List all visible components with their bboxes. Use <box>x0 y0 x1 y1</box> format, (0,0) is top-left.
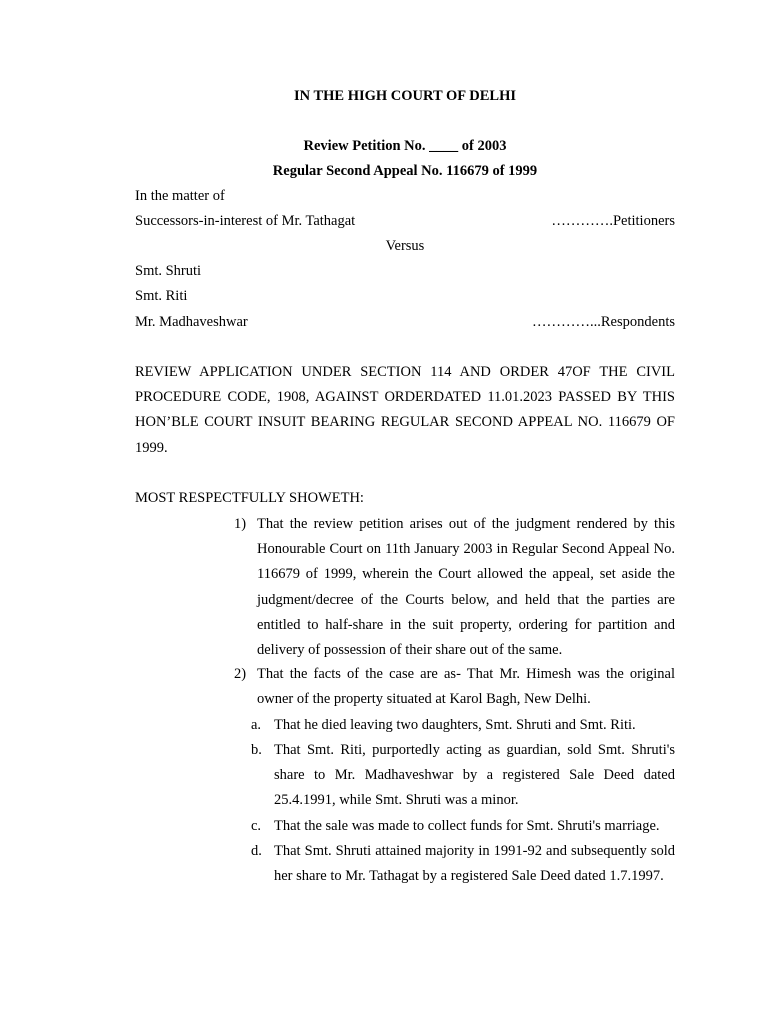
review-petition-number: Review Petition No. ____ of 2003 <box>303 138 507 154</box>
petitioner-row <box>135 209 675 234</box>
respondent-1: Smt. Shruti <box>135 263 202 279</box>
petitioner-name: Successors-in-interest of Mr. Tathagat <box>135 213 356 229</box>
subpoint-a-text: That he died leaving two daughters, Smt. Shruti and Smt. Riti. <box>274 717 636 733</box>
court-title: IN THE HIGH COURT OF DELHI <box>293 88 516 104</box>
showeth-heading: MOST RESPECTFULLY SHOWETH: <box>135 490 364 506</box>
appeal-number: Regular Second Appeal No. 116679 of 1999 <box>272 163 538 179</box>
respondent-3: Mr. Madhaveshwar <box>135 314 248 330</box>
point-1-marker: 1) <box>234 516 247 532</box>
subpoint-a-marker: a. <box>251 717 262 733</box>
subpoint-c-marker: c. <box>251 818 262 834</box>
subpoint-b-marker: b. <box>251 742 262 758</box>
subpoint-d-marker: d. <box>251 843 262 859</box>
respondent-2: Smt. Riti <box>135 288 188 304</box>
respondent-role: …………...Respondents <box>532 314 675 330</box>
point-1-text: That the review petition arises out of the judgment rendered by this Honourable Court on 11th January 2003 in Regular Second Appeal No. 116679 of 1999, wherein the Court allowed the appeal, set aside the judgment/decree of the Courts below, and held that the parties are entitled to half-share in the suit property, ordering for partition and delivery of possession of their share out of the same. <box>257 516 675 659</box>
versus-label: Versus <box>385 238 425 254</box>
petitioner-role: ………….Petitioners <box>551 213 675 229</box>
application-title: REVIEW APPLICATION UNDER SECTION 114 AND ORDER 47OF THE CIVIL PROCEDURE CODE, 1908, AGAINST ORDERDATED 11.01.2023 PASSED BY THIS HON’BLE COURT INSUIT BEARING REGULAR SECOND APPEAL NO. 116679 OF 1999. <box>135 364 675 456</box>
subpoint-b-text: That Smt. Riti, purportedly acting as guardian, sold Smt. Shruti's share to Mr. Madhaveshwar by a registered Sale Deed dated 25.4.1991, while Smt. Shruti was a minor. <box>274 742 675 809</box>
subpoint-d-text: That Smt. Shruti attained majority in 1991-92 and subsequently sold her share to Mr. Tathagat by a registered Sale Deed dated 1.7.1997. <box>274 843 675 885</box>
point-2-text: That the facts of the case are as- That Mr. Himesh was the original owner of the property situated at Karol Bagh, New Delhi. <box>257 666 675 708</box>
respondent-row <box>135 310 675 335</box>
subpoint-c-text: That the sale was made to collect funds for Smt. Shruti's marriage. <box>274 818 660 834</box>
point-2-marker: 2) <box>234 666 247 682</box>
in-the-matter-of: In the matter of <box>135 188 225 204</box>
